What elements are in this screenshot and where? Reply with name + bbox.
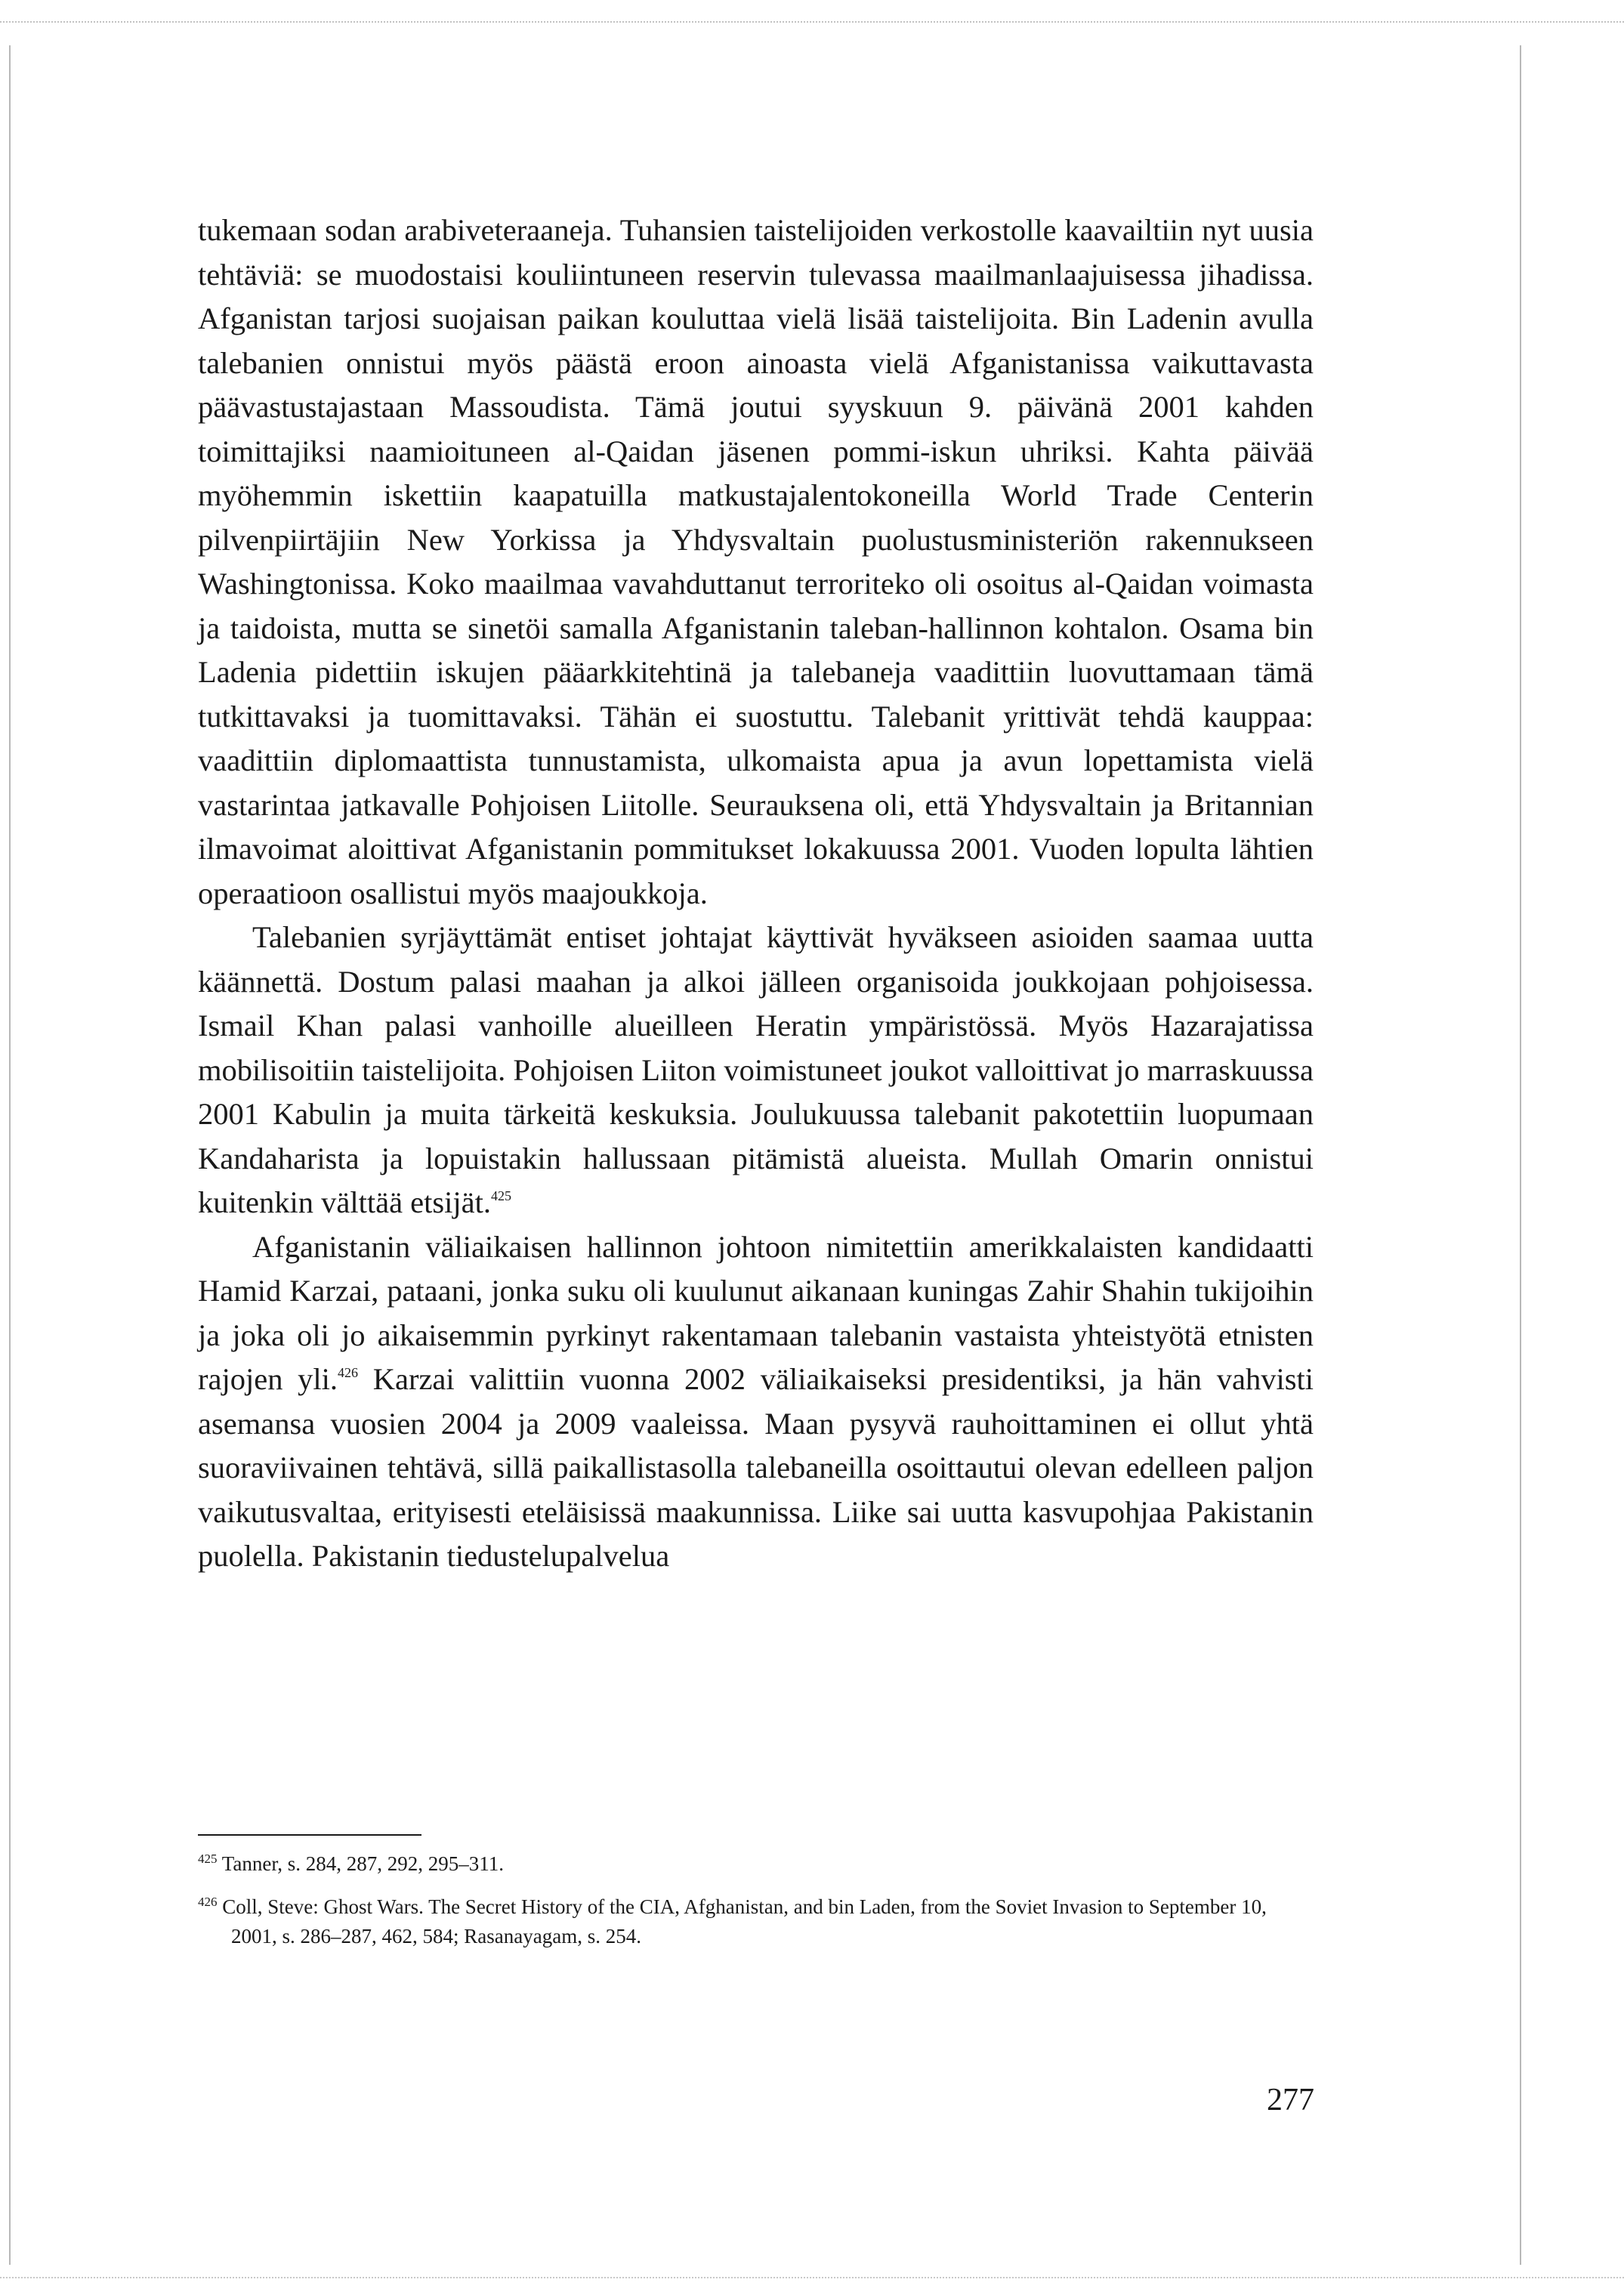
footnote-426	[198, 1892, 1314, 1951]
page-number: 277	[1267, 2083, 1314, 2117]
paragraph-3-text-a: Afganistanin väliaikaisen hallinnon johtoon nimitettiin amerikkalaisten kandidaatti Hamid Karzai, pataani, jonka suku oli kuulunut aikanaan kuningas Zahir Shahin tukijoihin ja joka oli jo aikaisemmin pyrkinyt rakentamaan talebanin vastaista yhteistyötä etnisten rajojen yli.	[198, 1229, 1314, 1396]
footnote-text: Coll, Steve: Ghost Wars. The Secret History of the CIA, Afghanistan, and bin Laden, from the Soviet Invasion to September 10, 2001, s. 286–287, 462, 584; Rasanayagam, s. 254.	[222, 1895, 1267, 1948]
paragraph-1: tukemaan sodan arabiveteraaneja. Tuhansien taistelijoiden verkostolle kaavailtiin nyt uusia tehtäviä: se muodostaisi kouliintuneen reservin tulevassa maailmanlaajuisessa jihadissa. Afganistan tarjosi suojaisan paikan kouluttaa vielä lisää taistelijoita. Bin Ladenin avulla talebanien onnistui myös päästä eroon ainoasta vielä Afganistanissa vaikuttavasta päävastustajastaan Massoudista. Tämä joutui syyskuun 9. päivänä 2001 kahden toimittajiksi naamioituneen al-Qaidan jäsenen pommi-iskun uhriksi. Kahta päivää myöhemmin iskettiin kaapatuilla matkustajalentokoneilla World Trade Centerin pilvenpiirtäjiin New Yorkissa ja Yhdysvaltain puolustusministeriön rakennukseen Washingtonissa. Koko maailmaa vavahduttanut terroriteko oli osoitus al-Qaidan voimasta ja taidoista, mutta se sinetöi samalla Afganistanin taleban-hallinnon kohtalon. Osama bin Ladenia pidettiin iskujen pääarkkitehtinä ja talebaneja vaadittiin luovuttamaan tämä tutkittavaksi ja tuomittavaksi. Tähän ei suostuttu. Talebanit yrittivät tehdä kauppaa: vaadittiin diplomaattista tunnustamista, ulkomaista apua ja avun lopettamista vielä vastarintaa jatkavalle Pohjoisen Liitolle. Seurauksena oli, että Yhdysvaltain ja Britannian ilmavoimat aloittivat Afganistanin pommitukset lokakuussa 2001. Vuoden lopulta lähtien operaatioon osallistui myös maajoukkoja.	[198, 213, 1314, 910]
note-ref-425[interactable]: 425	[491, 1188, 512, 1203]
footnote-rule	[198, 1834, 421, 1836]
scan-edge-left	[9, 45, 11, 2265]
footnote-number: 426	[198, 1895, 218, 1909]
note-ref-426[interactable]: 426	[338, 1365, 359, 1380]
scan-edge-top	[0, 21, 1624, 23]
page-body	[198, 208, 1314, 1579]
paragraph-2-text: Talebanien syrjäyttämät entiset johtajat käyttivät hyväkseen asioiden saamaa uutta käännettä. Dostum palasi maahan ja alkoi jälleen organisoida joukkojaan pohjoisessa. Ismail Khan palasi vanhoille alueilleen Heratin ympäristössä. Myös Hazarajatissa mobilisoitiin taistelijoita. Pohjoisen Liiton voimistuneet joukot valloittivat jo marraskuussa 2001 Kabulin ja muita tärkeitä keskuksia. Joulukuussa talebanit pakotettiin luopumaan Kandaharista ja lopuistakin hallussaan pitämistä alueista. Mullah Omarin onnistui kuitenkin välttää etsijät.	[198, 920, 1314, 1219]
footnote-number: 425	[198, 1852, 218, 1866]
paragraph-2	[198, 916, 1314, 1225]
paragraph-3-text-b: Karzai valittiin vuonna 2002 väliaikaiseksi presidentiksi, ja hän vahvisti asemansa vuosien 2004 ja 2009 vaaleissa. Maan pysyvä rauhoittaminen ei ollut yhtä suoraviivainen tehtävä, sillä paikallistasolla talebaneilla osoittautui olevan edelleen paljon vaikutusvaltaa, erityisesti eteläisissä maakunnissa. Liike sai uutta kasvupohjaa Pakistanin puolella. Pakistanin tiedustelupalvelua	[198, 1362, 1314, 1573]
scan-edge-bottom	[0, 2277, 1624, 2278]
footnote-text: Tanner, s. 284, 287, 292, 295–311.	[221, 1852, 505, 1875]
paragraph-3	[198, 1225, 1314, 1579]
scan-edge-right	[1520, 45, 1521, 2265]
footnotes	[198, 1849, 1314, 1965]
body-text	[198, 208, 1314, 1579]
footnote-425	[198, 1849, 1314, 1879]
